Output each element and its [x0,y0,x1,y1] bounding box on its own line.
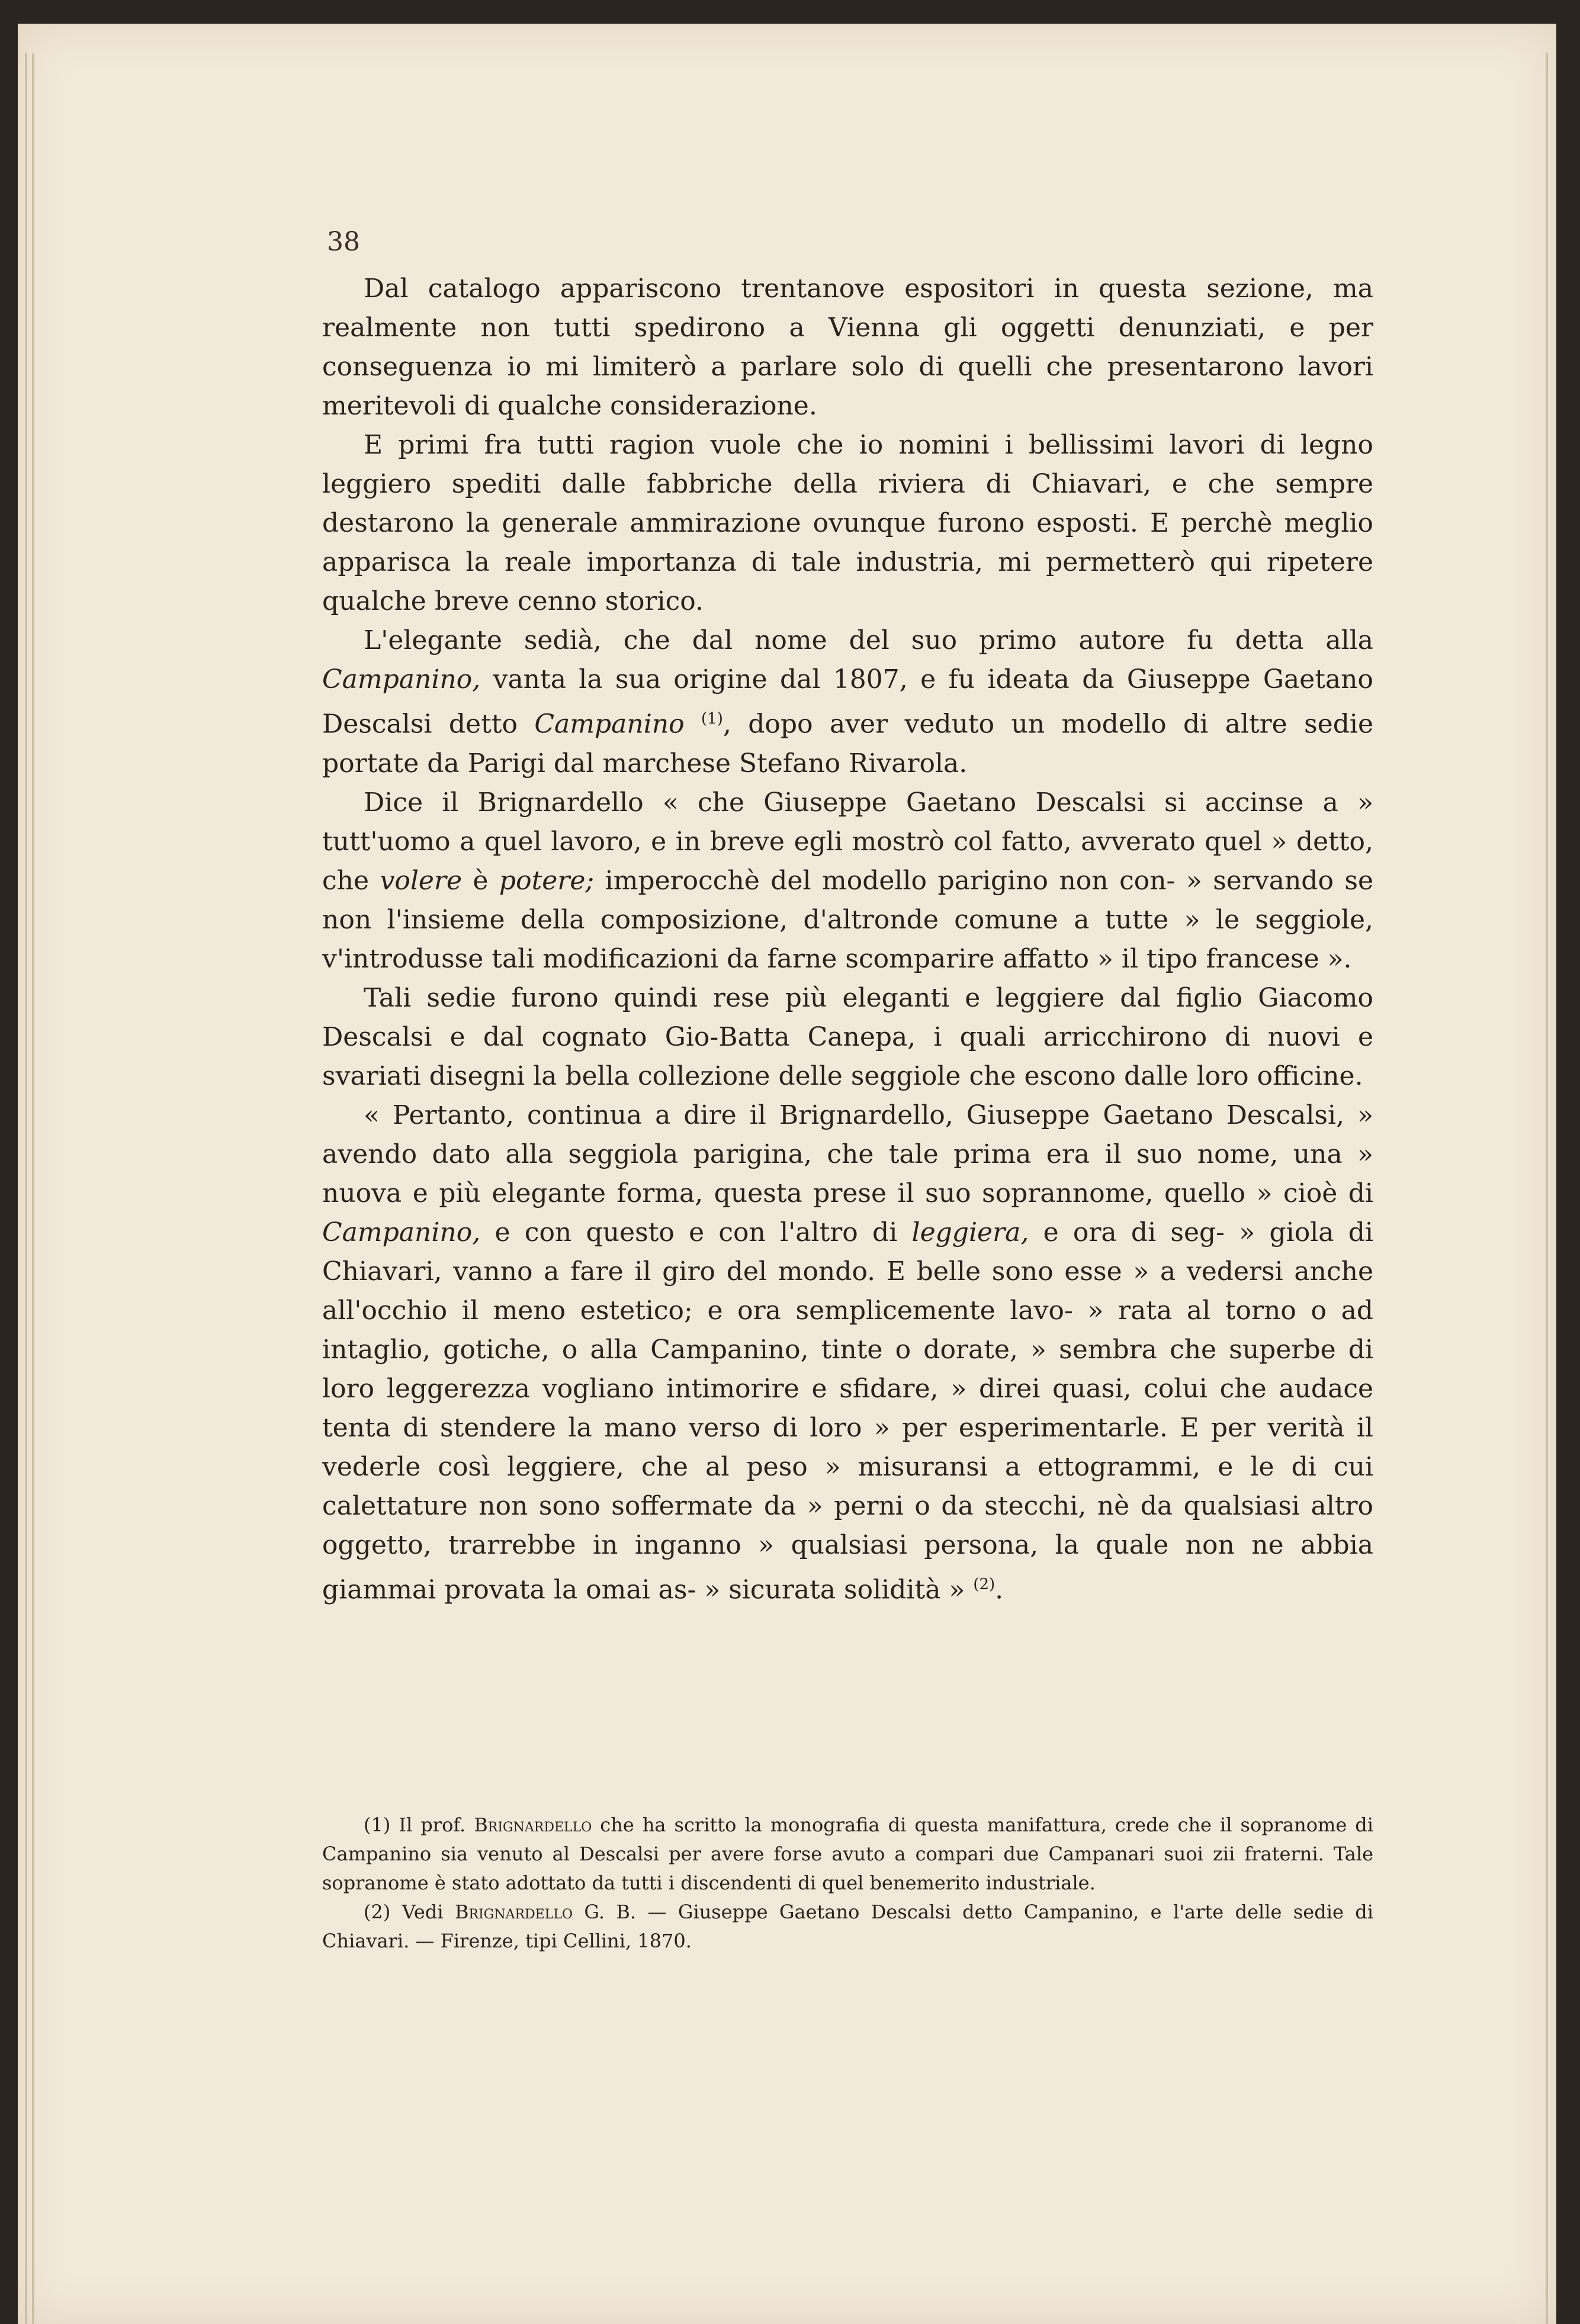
paragraph: E primi fra tutti ragion vuole che io nomini i bellissimi lavori di legno leggiero spediti dalle fabbriche della riviera di Chiavari, e che sempre destarono la generale ammirazione ovunque furono esposti. E perchè meglio apparisca la reale importanza di tale industria, mi permetterò qui ripetere qualche breve cenno storico. [322,430,1373,616]
footnotes [322,1811,1373,1956]
author-name: Brignardello [454,1901,573,1923]
italic-text: leggiera, [911,1217,1029,1248]
footnote-ref: (1) [701,710,723,728]
text-run: . [995,1574,1004,1605]
paragraph [322,783,1373,979]
footnote-ref: (2) [973,1575,995,1593]
italic-text: Campanino [534,709,685,740]
text-run: è [462,865,499,896]
text-run: , dopo aver veduto un modello di altre sedie portate da Parigi dal marchese Stefano Rivarola. [322,709,1373,779]
author-name: Brignardello [474,1814,592,1836]
italic-text: volere [380,865,462,896]
text-run: e ora di seg- » giola di Chiavari, vanno a fare il giro del mondo. E belle sono esse » a vedersi anche all'occhio il meno estetico; e ora semplicemente lavo- » rata al torno o ad intaglio, gotiche, o alla Campanino, tinte o dorate, » sembra che superbe di loro leggerezza vogliano intimorire e sfidare, » direi quasi, colui che audace tenta di stendere la mano verso di loro » per esperimentarle. E per verità il vederle così leggiere, che al peso » misuransi a ettogrammi, e le di cui calettature non sono soffermate da » perni o da stecchi, nè da qualsiasi altro oggetto, trarrebbe in inganno » qualsiasi persona, la quale non ne abbia giammai provata la omai as- » sicurata solidità » [322,1217,1374,1605]
italic-text: Campanino, [322,664,481,695]
body-text [322,269,1373,1609]
footnote [322,1811,1373,1898]
page-edge-left-inner [32,53,34,2324]
page-edge-right [1546,53,1548,2324]
page-edge-left [25,53,27,2324]
text-run: e con questo e con l'altro di [480,1217,912,1248]
paragraph: Tali sedie furono quindi rese più eleganti e leggiere dal figlio Giacomo Descalsi e dal cognato Gio-Batta Canepa, i quali arricchirono di nuovi e svariati disegni la bella collezione delle seggiole che escono dalle loro officine. [322,982,1373,1091]
text-run: Vedi [390,1901,455,1923]
text-run: Il prof. [390,1814,474,1836]
footnote-mark: (2) [364,1901,391,1923]
page-number: 38 [327,227,360,257]
text-run: imperocchè del modello parigino non con- » servando se non l'insieme della composizione, d'altronde comune a tutte » le seggiole, v'introdusse tali modificazioni da farne scomparire affatto » il tipo francese ». [322,865,1373,974]
footnote [322,1898,1373,1956]
italic-text: Campanino, [322,1217,481,1248]
paragraph: Dal catalogo appariscono trentanove espositori in questa sezione, ma realmente non tutti spedirono a Vienna gli oggetti denunziati, e per conseguenza io mi limiterò a parlare solo di quelli che presentarono lavori meritevoli di qualche considerazione. [322,274,1373,421]
text-run: G. B. — Giuseppe Gaetano Descalsi detto Campanino, e l'arte delle sedie di Chiavari. — Firenze, tipi Cellini, 1870. [322,1901,1374,1952]
paragraph [322,1096,1373,1610]
text-run: Dice il Brignardello « che Giuseppe Gaetano Descalsi si accinse a » tutt'uomo a quel lavoro, e in breve egli mostrò col fatto, avverato quel » detto, che [322,787,1373,896]
text-run: vanta la sua origine dal 1807, e fu ideata da Giuseppe Gaetano Descalsi detto [322,664,1373,740]
footnote-mark: (1) [364,1814,391,1836]
italic-text: potere; [499,865,595,896]
paragraph [322,621,1373,783]
text-run: L'elegante sedià, che dal nome del suo primo autore fu detta alla [364,625,1373,655]
text-run: « Pertanto, continua a dire il Brignardello, Giuseppe Gaetano Descalsi, » avendo dato alla seggiola parigina, che tale prima era il suo nome, una » nuova e più elegante forma, questa prese il suo soprannome, quello » cioè di [322,1100,1373,1208]
text-run: che ha scritto la monografia di questa manifattura, crede che il sopranome di Campanino sia venuto al Descalsi per avere forse avuto a compari due Campanari suoi zii fraterni. Tale sopranome è stato adottato da tutti i discendenti di quel benemerito industriale. [322,1814,1374,1894]
